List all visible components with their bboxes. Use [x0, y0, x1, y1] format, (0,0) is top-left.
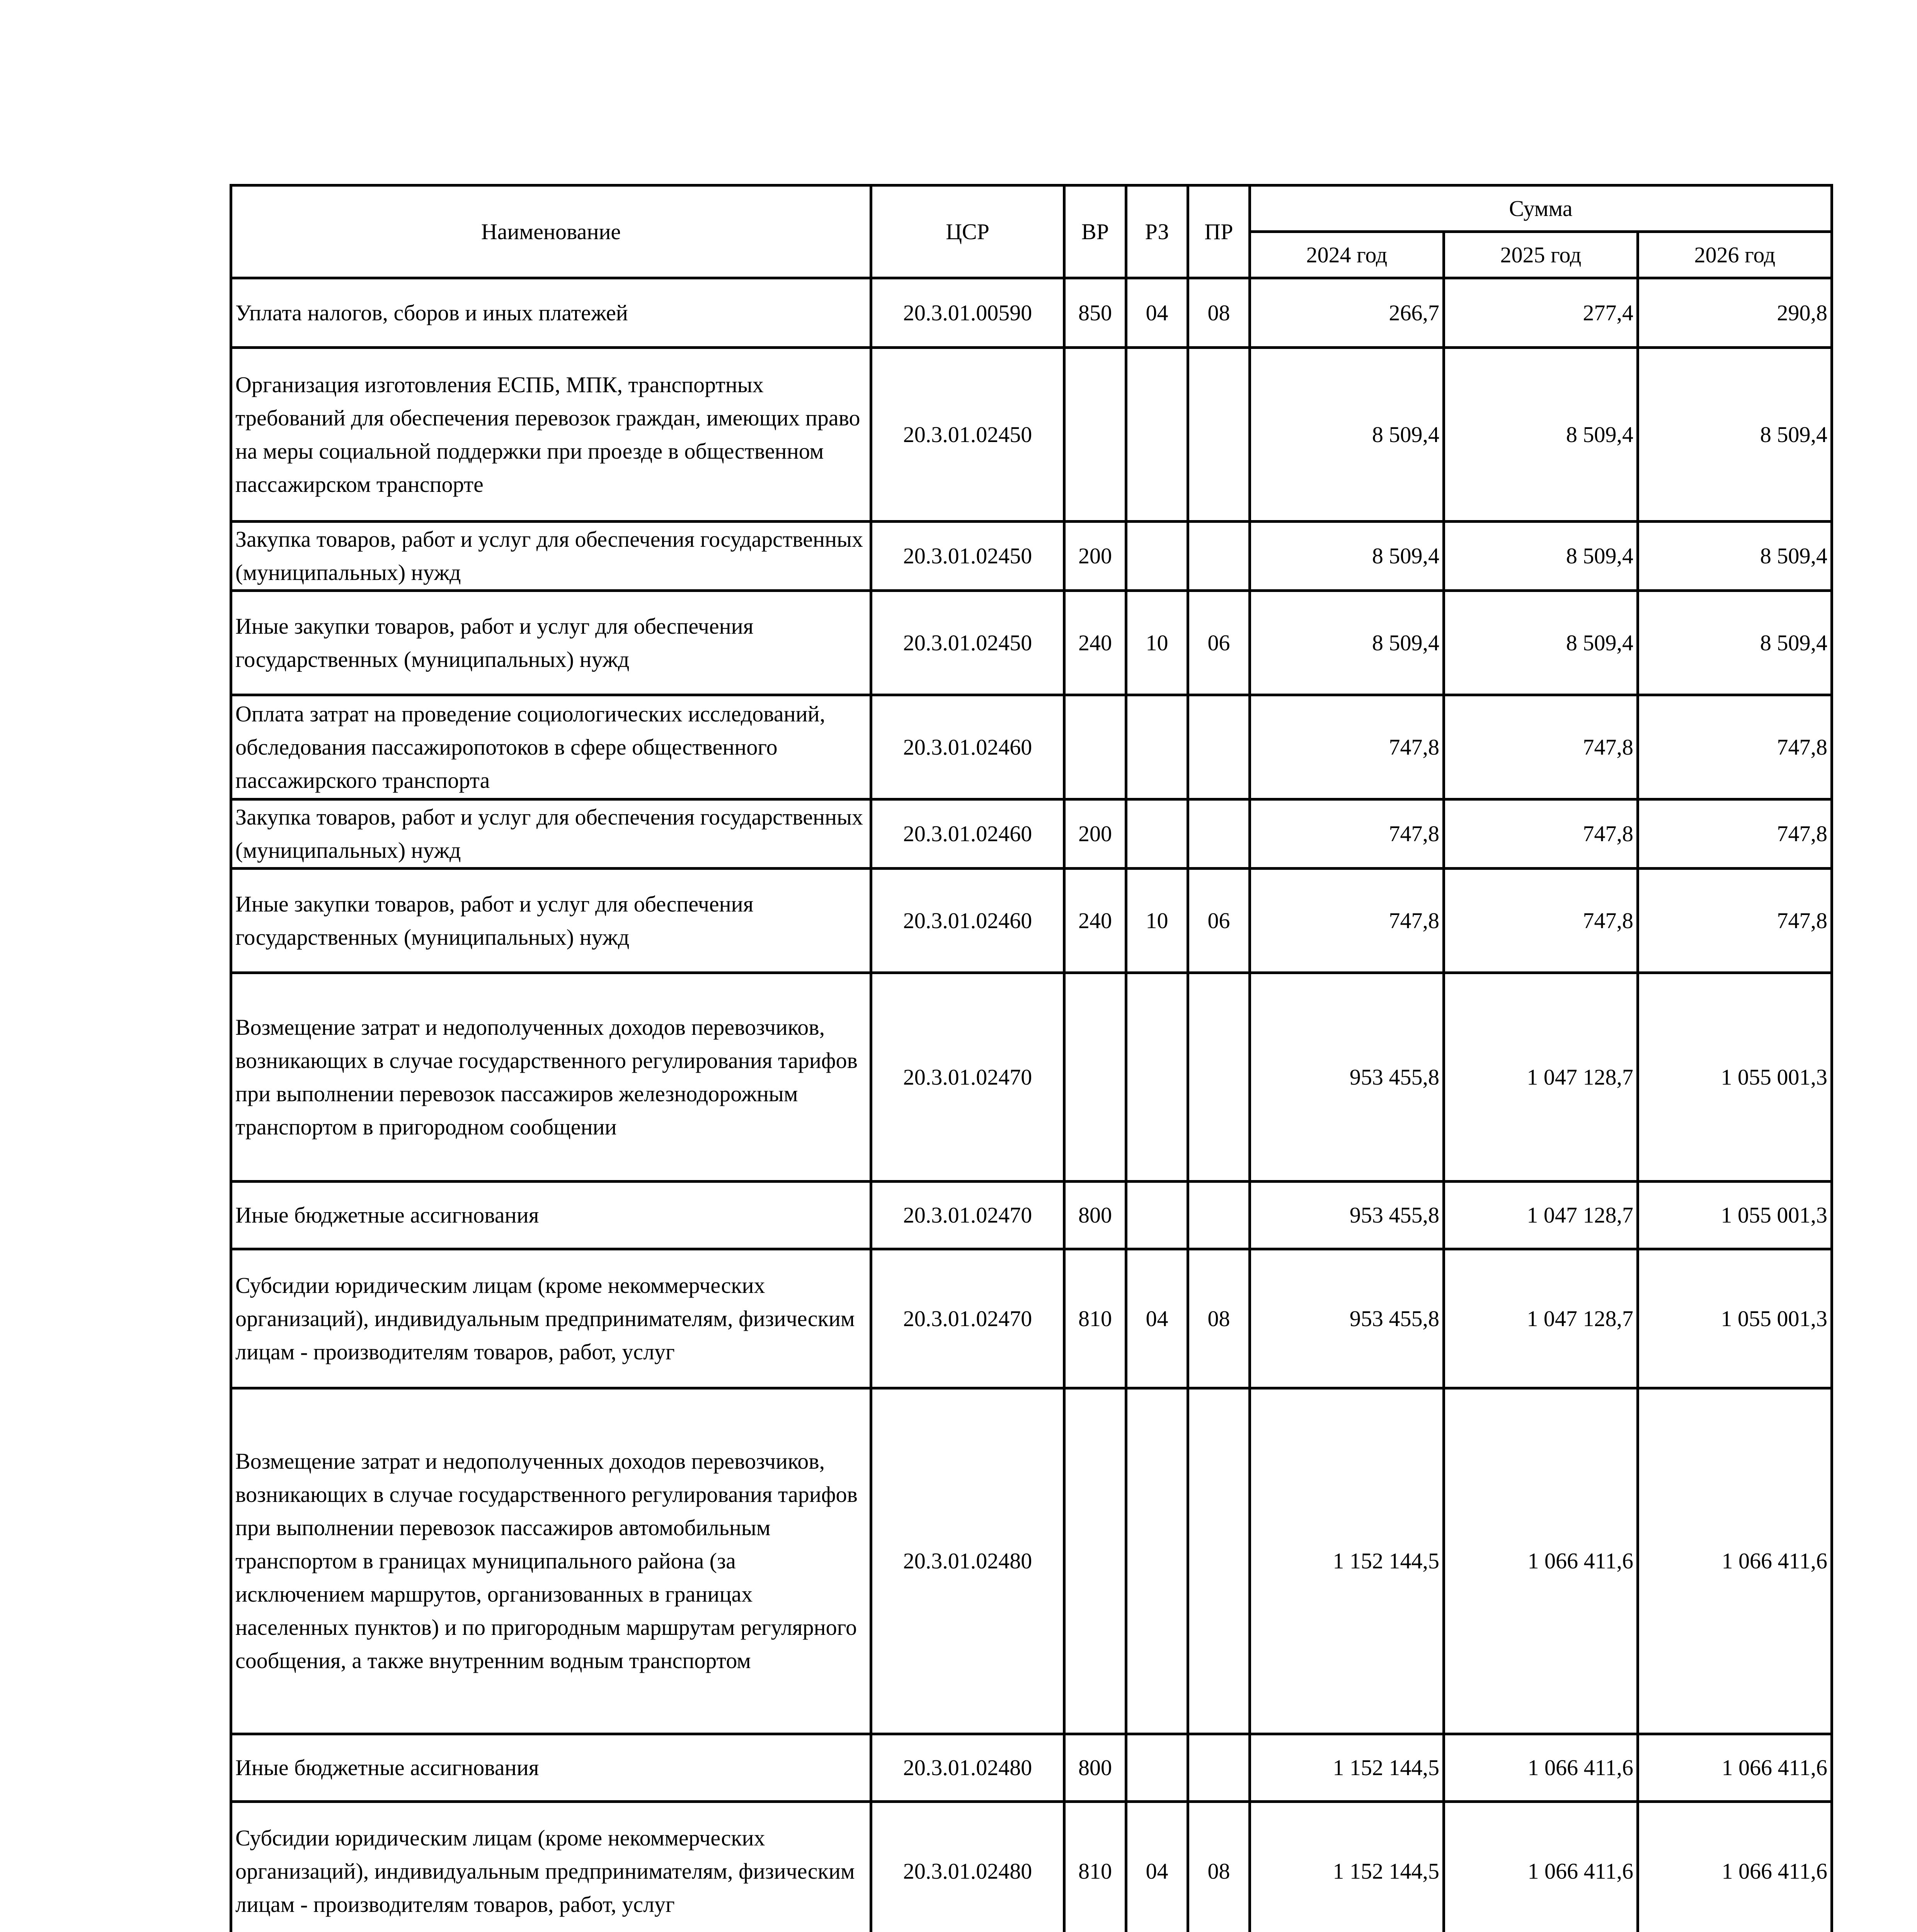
- cell-csr: 20.3.01.02450: [871, 522, 1064, 591]
- cell-amount-2026: 290,8: [1638, 278, 1832, 348]
- table-row: [231, 973, 1832, 1182]
- cell-amount-2026: 1 066 411,6: [1638, 1734, 1832, 1802]
- cell-amount-2024: 266,7: [1250, 278, 1444, 348]
- cell-amount-2026: 747,8: [1638, 869, 1832, 973]
- header-sum: Сумма: [1250, 185, 1832, 232]
- cell-csr: 20.3.01.00590: [871, 278, 1064, 348]
- cell-amount-2024: 953 455,8: [1250, 1249, 1444, 1388]
- cell-csr: 20.3.01.02450: [871, 591, 1064, 695]
- cell-pr: [1188, 348, 1250, 522]
- cell-amount-2024: 747,8: [1250, 799, 1444, 869]
- cell-csr: 20.3.01.02460: [871, 695, 1064, 799]
- table-row: [231, 1249, 1832, 1388]
- cell-rz: [1126, 973, 1188, 1182]
- cell-pr: 08: [1188, 1249, 1250, 1388]
- cell-vr: 800: [1064, 1182, 1126, 1249]
- table-row: [231, 1734, 1832, 1802]
- cell-name: Оплата затрат на проведение социологических исследований, обследования пассажиропотоков в сфере общественного пассажирского транспорта: [231, 695, 871, 799]
- cell-amount-2024: 747,8: [1250, 695, 1444, 799]
- cell-name: Уплата налогов, сборов и иных платежей: [231, 278, 871, 348]
- cell-csr: 20.3.01.02460: [871, 799, 1064, 869]
- cell-amount-2025: 747,8: [1444, 869, 1638, 973]
- cell-csr: 20.3.01.02480: [871, 1802, 1064, 1932]
- cell-amount-2024: 1 152 144,5: [1250, 1388, 1444, 1734]
- cell-pr: [1188, 1388, 1250, 1734]
- cell-vr: [1064, 1388, 1126, 1734]
- cell-vr: [1064, 348, 1126, 522]
- cell-vr: 810: [1064, 1249, 1126, 1388]
- cell-amount-2025: 1 047 128,7: [1444, 1249, 1638, 1388]
- cell-amount-2026: 1 066 411,6: [1638, 1388, 1832, 1734]
- header-name: Наименование: [231, 185, 871, 278]
- header-year-2024: 2024 год: [1250, 232, 1444, 278]
- cell-csr: 20.3.01.02450: [871, 348, 1064, 522]
- cell-vr: 850: [1064, 278, 1126, 348]
- cell-vr: 200: [1064, 799, 1126, 869]
- cell-amount-2024: 953 455,8: [1250, 973, 1444, 1182]
- cell-rz: [1126, 695, 1188, 799]
- header-pr: ПР: [1188, 185, 1250, 278]
- cell-name: Иные закупки товаров, работ и услуг для обеспечения государственных (муниципальных) нужд: [231, 591, 871, 695]
- cell-rz: [1126, 1734, 1188, 1802]
- cell-amount-2025: 277,4: [1444, 278, 1638, 348]
- cell-csr: 20.3.01.02480: [871, 1388, 1064, 1734]
- header-csr: ЦСР: [871, 185, 1064, 278]
- cell-vr: [1064, 973, 1126, 1182]
- table-row: [231, 1802, 1832, 1932]
- cell-pr: [1188, 1182, 1250, 1249]
- cell-pr: 08: [1188, 1802, 1250, 1932]
- table-row: [231, 522, 1832, 591]
- cell-amount-2024: 747,8: [1250, 869, 1444, 973]
- cell-amount-2026: 8 509,4: [1638, 522, 1832, 591]
- cell-name: Иные бюджетные ассигнования: [231, 1182, 871, 1249]
- table-row: [231, 591, 1832, 695]
- cell-name: Возмещение затрат и недополученных доходов перевозчиков, возникающих в случае государственного регулирования тарифов при выполнении перевозок пассажиров железнодорожным транспортом в пригородном сообщении: [231, 973, 871, 1182]
- cell-amount-2026: 1 055 001,3: [1638, 1182, 1832, 1249]
- table-body: [231, 278, 1832, 1932]
- table-row: [231, 1182, 1832, 1249]
- cell-name: Возмещение затрат и недополученных доходов перевозчиков, возникающих в случае государственного регулирования тарифов при выполнении перевозок пассажиров автомобильным транспортом в границах муниципального района (за исключением маршрутов, организованных в границах населенных пунктов) и по пригородным маршрутам регулярного сообщения, а также внутренним водным транспортом: [231, 1388, 871, 1734]
- cell-name: Организация изготовления ЕСПБ, МПК, транспортных требований для обеспечения перевозок граждан, имеющих право на меры социальной поддержки при проезде в общественном пассажирском транспорте: [231, 348, 871, 522]
- cell-amount-2025: 1 066 411,6: [1444, 1802, 1638, 1932]
- cell-amount-2024: 1 152 144,5: [1250, 1802, 1444, 1932]
- header-rz: РЗ: [1126, 185, 1188, 278]
- cell-pr: 06: [1188, 591, 1250, 695]
- cell-name: Субсидии юридическим лицам (кроме некоммерческих организаций), индивидуальным предпринимателям, физическим лицам - производителям товаров, работ, услуг: [231, 1249, 871, 1388]
- header-vr: ВР: [1064, 185, 1126, 278]
- cell-pr: 06: [1188, 869, 1250, 973]
- cell-amount-2025: 747,8: [1444, 695, 1638, 799]
- cell-amount-2025: 1 047 128,7: [1444, 1182, 1638, 1249]
- cell-amount-2025: 1 066 411,6: [1444, 1734, 1638, 1802]
- table-row: [231, 1388, 1832, 1734]
- cell-name: Закупка товаров, работ и услуг для обеспечения государственных (муниципальных) нужд: [231, 799, 871, 869]
- table-row: [231, 348, 1832, 522]
- table-row: [231, 695, 1832, 799]
- header-year-2026: 2026 год: [1638, 232, 1832, 278]
- budget-table: [230, 184, 1833, 1932]
- cell-amount-2024: 8 509,4: [1250, 348, 1444, 522]
- cell-amount-2024: 8 509,4: [1250, 522, 1444, 591]
- cell-rz: [1126, 522, 1188, 591]
- cell-rz: [1126, 1182, 1188, 1249]
- cell-name: Иные закупки товаров, работ и услуг для обеспечения государственных (муниципальных) нужд: [231, 869, 871, 973]
- cell-rz: 04: [1126, 278, 1188, 348]
- cell-csr: 20.3.01.02470: [871, 1249, 1064, 1388]
- cell-rz: 10: [1126, 869, 1188, 973]
- cell-amount-2024: 8 509,4: [1250, 591, 1444, 695]
- cell-amount-2025: 8 509,4: [1444, 348, 1638, 522]
- cell-pr: [1188, 973, 1250, 1182]
- cell-vr: [1064, 695, 1126, 799]
- cell-rz: [1126, 348, 1188, 522]
- cell-pr: [1188, 1734, 1250, 1802]
- table-row: [231, 278, 1832, 348]
- cell-rz: 04: [1126, 1802, 1188, 1932]
- cell-amount-2025: 8 509,4: [1444, 591, 1638, 695]
- cell-amount-2026: 747,8: [1638, 695, 1832, 799]
- cell-amount-2025: 1 066 411,6: [1444, 1388, 1638, 1734]
- cell-vr: 200: [1064, 522, 1126, 591]
- cell-pr: [1188, 695, 1250, 799]
- cell-rz: 10: [1126, 591, 1188, 695]
- cell-vr: 810: [1064, 1802, 1126, 1932]
- cell-csr: 20.3.01.02480: [871, 1734, 1064, 1802]
- cell-amount-2024: 953 455,8: [1250, 1182, 1444, 1249]
- header-year-2025: 2025 год: [1444, 232, 1638, 278]
- cell-amount-2026: 1 066 411,6: [1638, 1802, 1832, 1932]
- table-row: [231, 869, 1832, 973]
- cell-pr: [1188, 522, 1250, 591]
- cell-amount-2025: 747,8: [1444, 799, 1638, 869]
- cell-amount-2025: 1 047 128,7: [1444, 973, 1638, 1182]
- cell-csr: 20.3.01.02470: [871, 1182, 1064, 1249]
- cell-vr: 800: [1064, 1734, 1126, 1802]
- cell-pr: 08: [1188, 278, 1250, 348]
- cell-vr: 240: [1064, 869, 1126, 973]
- cell-amount-2025: 8 509,4: [1444, 522, 1638, 591]
- cell-amount-2026: 747,8: [1638, 799, 1832, 869]
- cell-name: Закупка товаров, работ и услуг для обеспечения государственных (муниципальных) нужд: [231, 522, 871, 591]
- cell-amount-2026: 1 055 001,3: [1638, 973, 1832, 1182]
- table-row: [231, 799, 1832, 869]
- cell-csr: 20.3.01.02460: [871, 869, 1064, 973]
- cell-amount-2026: 1 055 001,3: [1638, 1249, 1832, 1388]
- cell-name: Иные бюджетные ассигнования: [231, 1734, 871, 1802]
- cell-rz: [1126, 799, 1188, 869]
- cell-vr: 240: [1064, 591, 1126, 695]
- cell-amount-2024: 1 152 144,5: [1250, 1734, 1444, 1802]
- cell-csr: 20.3.01.02470: [871, 973, 1064, 1182]
- cell-name: Субсидии юридическим лицам (кроме некоммерческих организаций), индивидуальным предпринимателям, физическим лицам - производителям товаров, работ, услуг: [231, 1802, 871, 1932]
- cell-amount-2026: 8 509,4: [1638, 591, 1832, 695]
- cell-amount-2026: 8 509,4: [1638, 348, 1832, 522]
- cell-rz: [1126, 1388, 1188, 1734]
- cell-pr: [1188, 799, 1250, 869]
- cell-rz: 04: [1126, 1249, 1188, 1388]
